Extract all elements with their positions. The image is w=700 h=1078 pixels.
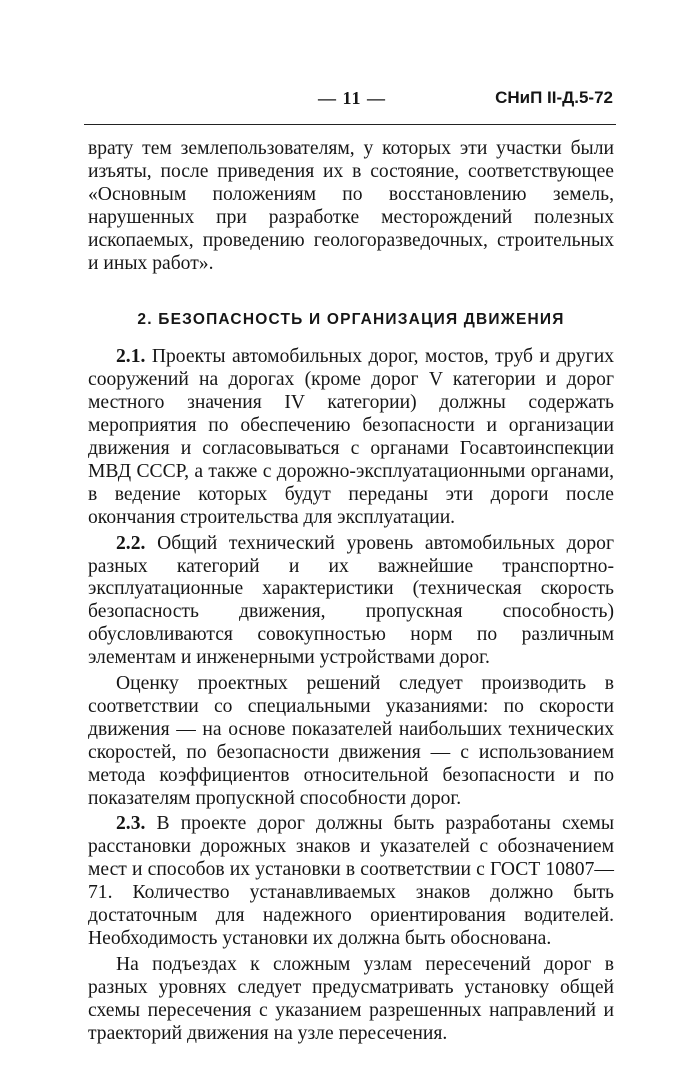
paragraph-2-3-continued [88,954,614,1046]
page-header [0,88,700,118]
clause-number: 2.2. [116,532,146,554]
paragraph-text: Общий технический уровень автомобильных дорог разных категорий и их важнейшие транспортно-эксплуатационные характеристики (техническая скорость безопасность движения, пропускная способность) обусловливаются совокупностью норм по различным элементам и инженерными устройствами дорог. [88,532,614,669]
paragraph-2-2-continued [88,673,614,810]
paragraph-2-2 [88,533,614,670]
paragraph-2-3 [88,813,614,950]
page-number: — 11 — [318,88,387,108]
clause-number: 2.3. [116,813,146,835]
paragraph-text: В проекте дорог должны быть разработаны схемы расстановки дорожных знаков и указателей с обозначением мест и способов их установки в соответствии с ГОСТ 10807—71. Количество устанавливаемых знаков должно быть достаточным для надежного ориентирования водителей. Необходимость установки их должна быть обоснована. [88,813,614,949]
paragraph-text: На подъездах к сложным узлам пересечений дорог в разных уровнях следует предусматривать установку общей схемы пересечения с указанием разрешенных направлений и траекторий движения на узле пересечения. [88,953,614,1044]
paragraph-text: Проекты автомобильных дорог, мостов, труб и других сооружений на дорогах (кроме дорог V категории и дорог местного значения IV категории) должны содержать мероприятия по обеспечению безопасности и организации движения и согласовываться с органами Госавтоинспекции МВД СССР, а также с дорожно-эксплуатационными органами, в ведение которых будут переданы эти дороги после окончания строительства для эксплуатации. [88,346,614,528]
section-title: 2. БЕЗОПАСНОСТЬ И ОРГАНИЗАЦИЯ ДВИЖЕНИЯ [137,311,565,329]
document-body [88,138,614,1046]
document-code: СНиП II-Д.5-72 [495,88,613,107]
header-divider [84,124,616,125]
clause-number: 2.1. [116,346,146,368]
intro-paragraph: врату тем землепользователям, у которых эти участки были изъяты, после приведения их в состояние, соответствующее «Основным положениям по восстановлению земель, нарушенных при разработке месторождений полезных ископаемых, проведению геологоразведочных, строительных и иных работ». [88,138,614,274]
paragraph-text: Оценку проектных решений следует производить в соответствии со специальными указаниями: по скорости движения — на основе показателей наибольших технических скоростей, по безопасности движения — с использованием метода коэффициентов относительной безопасности и по показателям пропускной способности дорог. [88,673,614,809]
paragraph-2-1 [88,346,614,529]
